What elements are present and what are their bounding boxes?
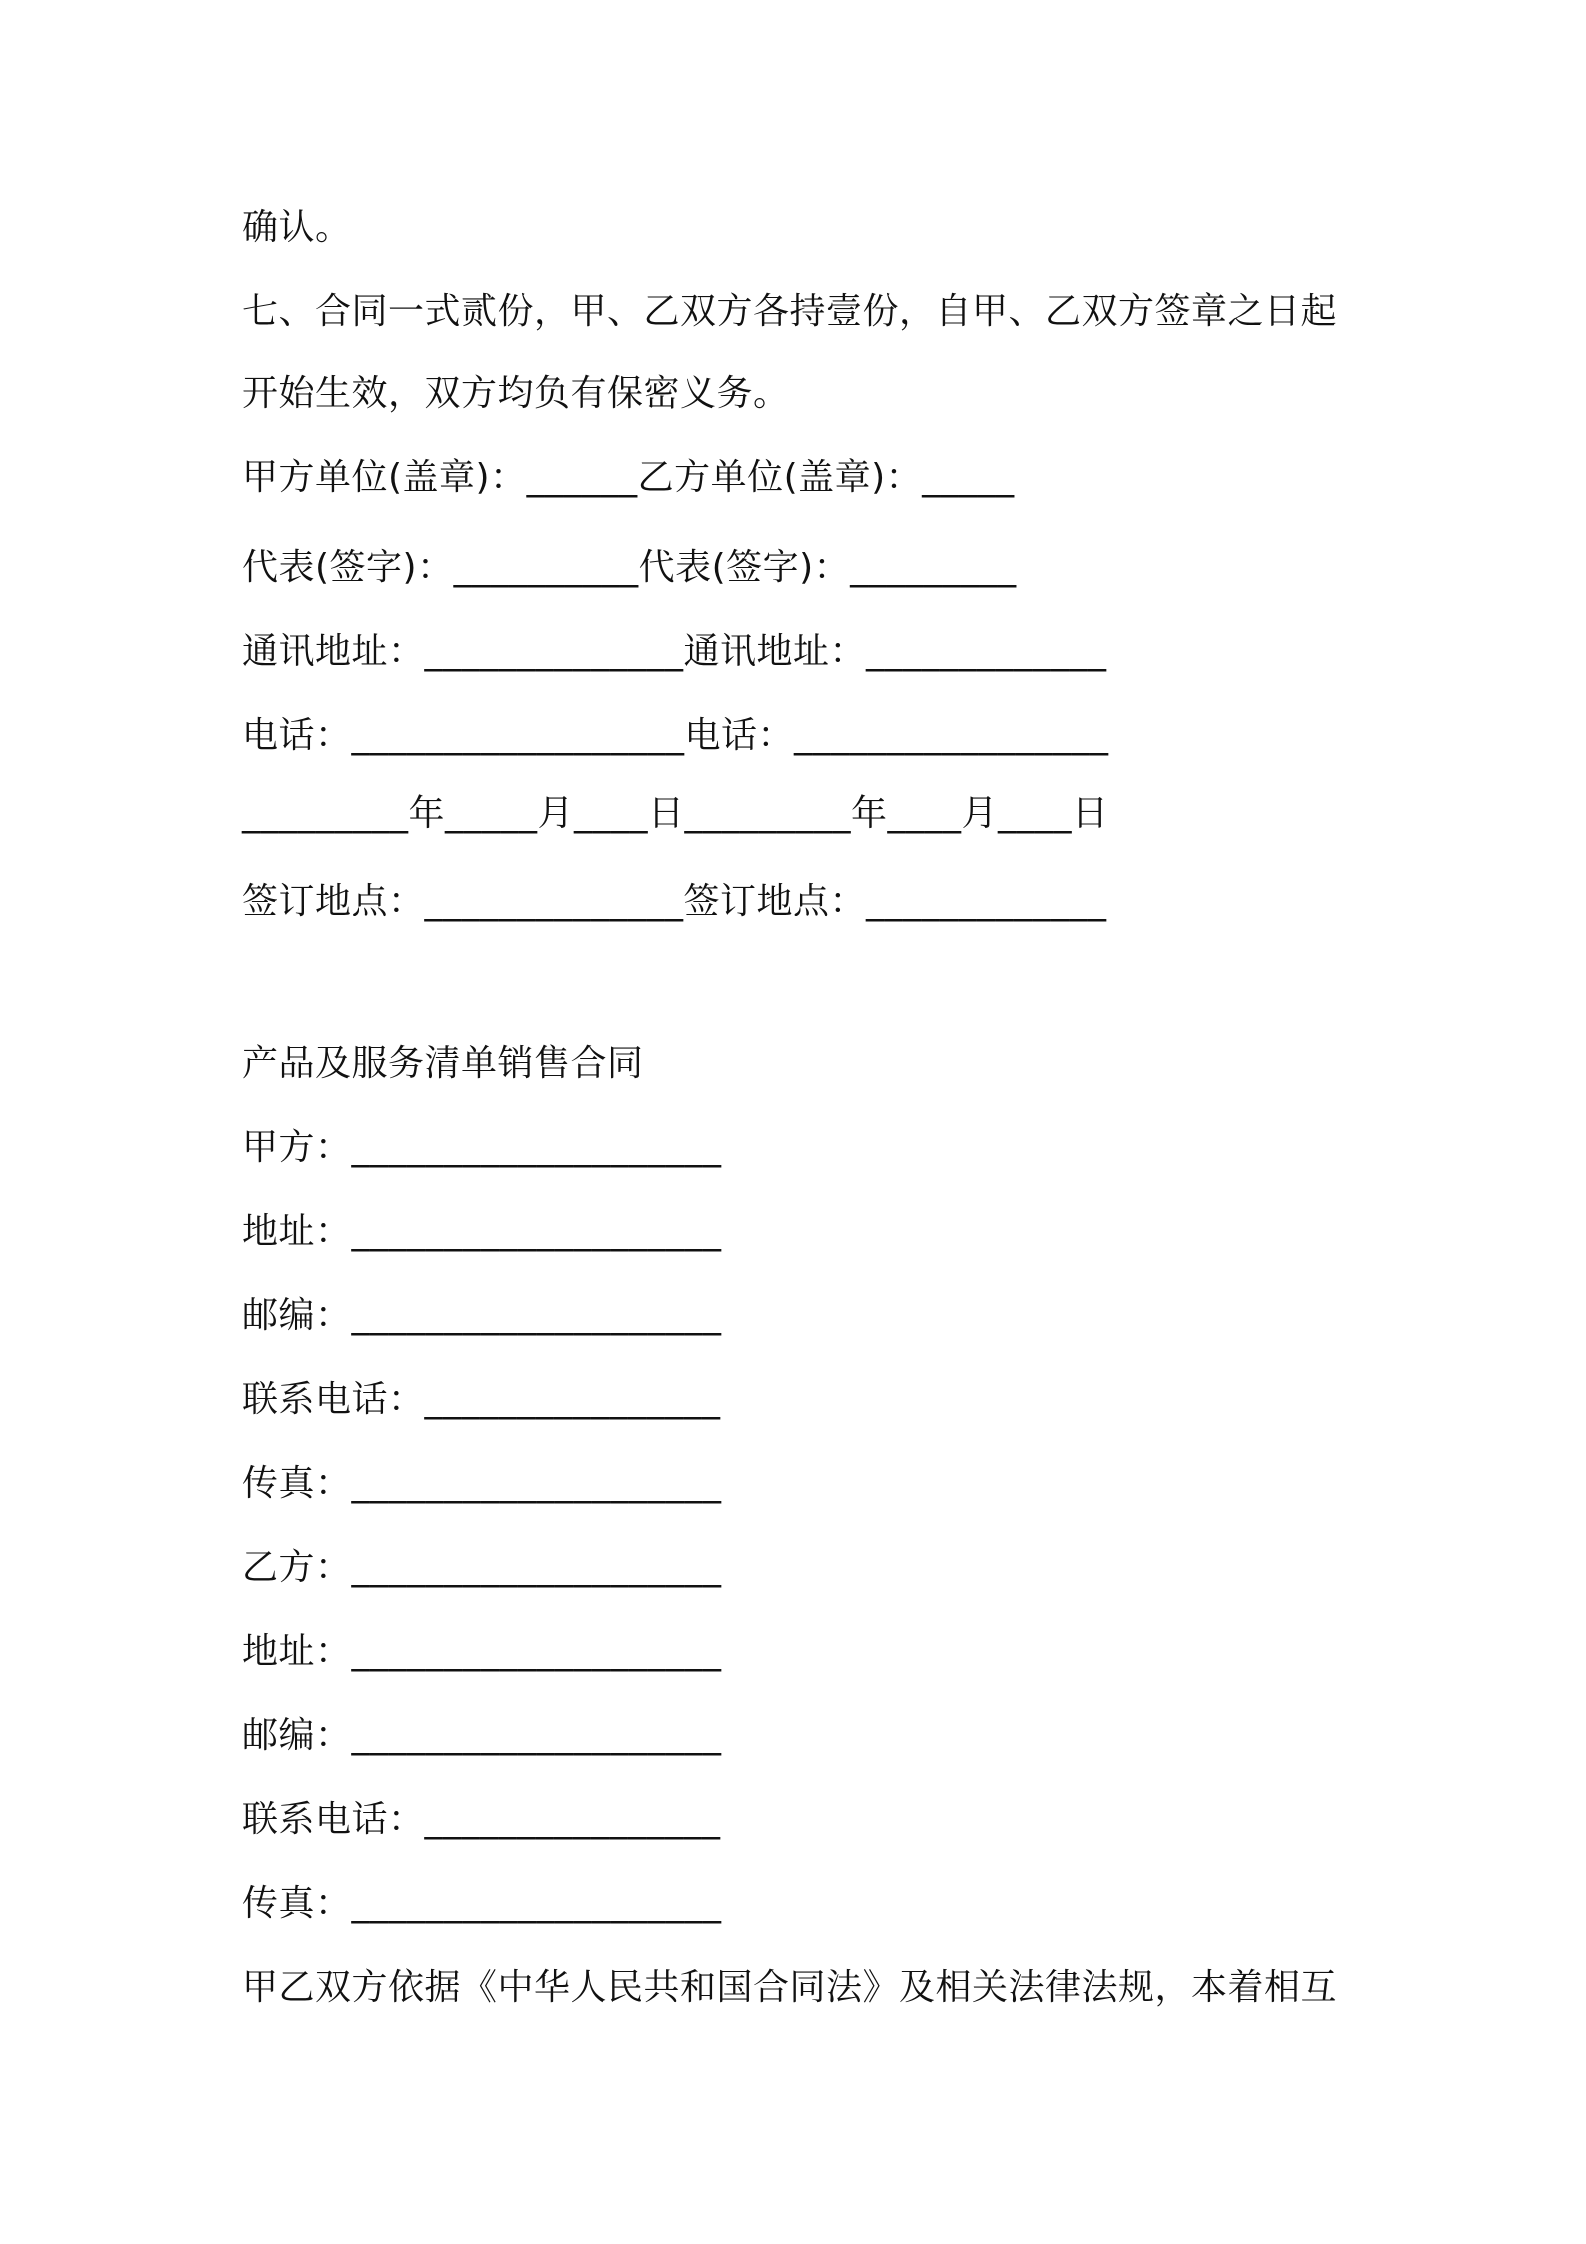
- party-a-fax-field: 传真：____________________: [242, 1463, 722, 1504]
- party-b-postcode-field: 邮编：____________________: [242, 1715, 722, 1756]
- signature-phones-line: 电话：__________________电话：_________________: [242, 715, 1109, 756]
- party-b-phone-field: 联系电话：________________: [242, 1799, 721, 1840]
- party-b-name-field: 乙方：____________________: [242, 1547, 722, 1588]
- contract-title: 产品及服务清单销售合同: [242, 1043, 644, 1084]
- party-b-fax-field: 传真：____________________: [242, 1883, 722, 1924]
- clause-seven-line-2: 开始生效，双方均负有保密义务。: [242, 373, 790, 414]
- party-a-phone-field: 联系电话：________________: [242, 1379, 721, 1420]
- signature-places-line: 签订地点：______________签订地点：_____________: [242, 881, 1107, 922]
- preamble-line: 甲乙双方依据《中华人民共和国合同法》及相关法律法规，本着相互: [242, 1967, 1338, 2008]
- signature-representatives-line: 代表(签字)：__________代表(签字)：_________: [242, 547, 1017, 588]
- party-a-postcode-field: 邮编：____________________: [242, 1295, 722, 1336]
- party-a-address-field: 地址：____________________: [242, 1211, 722, 1252]
- signature-addresses-line: 通讯地址：______________通讯地址：_____________: [242, 631, 1107, 672]
- party-b-address-field: 地址：____________________: [242, 1631, 722, 1672]
- party-a-name-field: 甲方：____________________: [242, 1127, 722, 1168]
- signature-units-line: 甲方单位(盖章)：______乙方单位(盖章)：_____: [242, 457, 1015, 498]
- text-line-confirm: 确认。: [242, 207, 352, 248]
- clause-seven-line-1: 七、合同一式贰份，甲、乙双方各持壹份，自甲、乙双方签章之日起: [242, 291, 1338, 332]
- signature-dates-line: _________年_____月____日_________年____月____日: [242, 793, 1109, 834]
